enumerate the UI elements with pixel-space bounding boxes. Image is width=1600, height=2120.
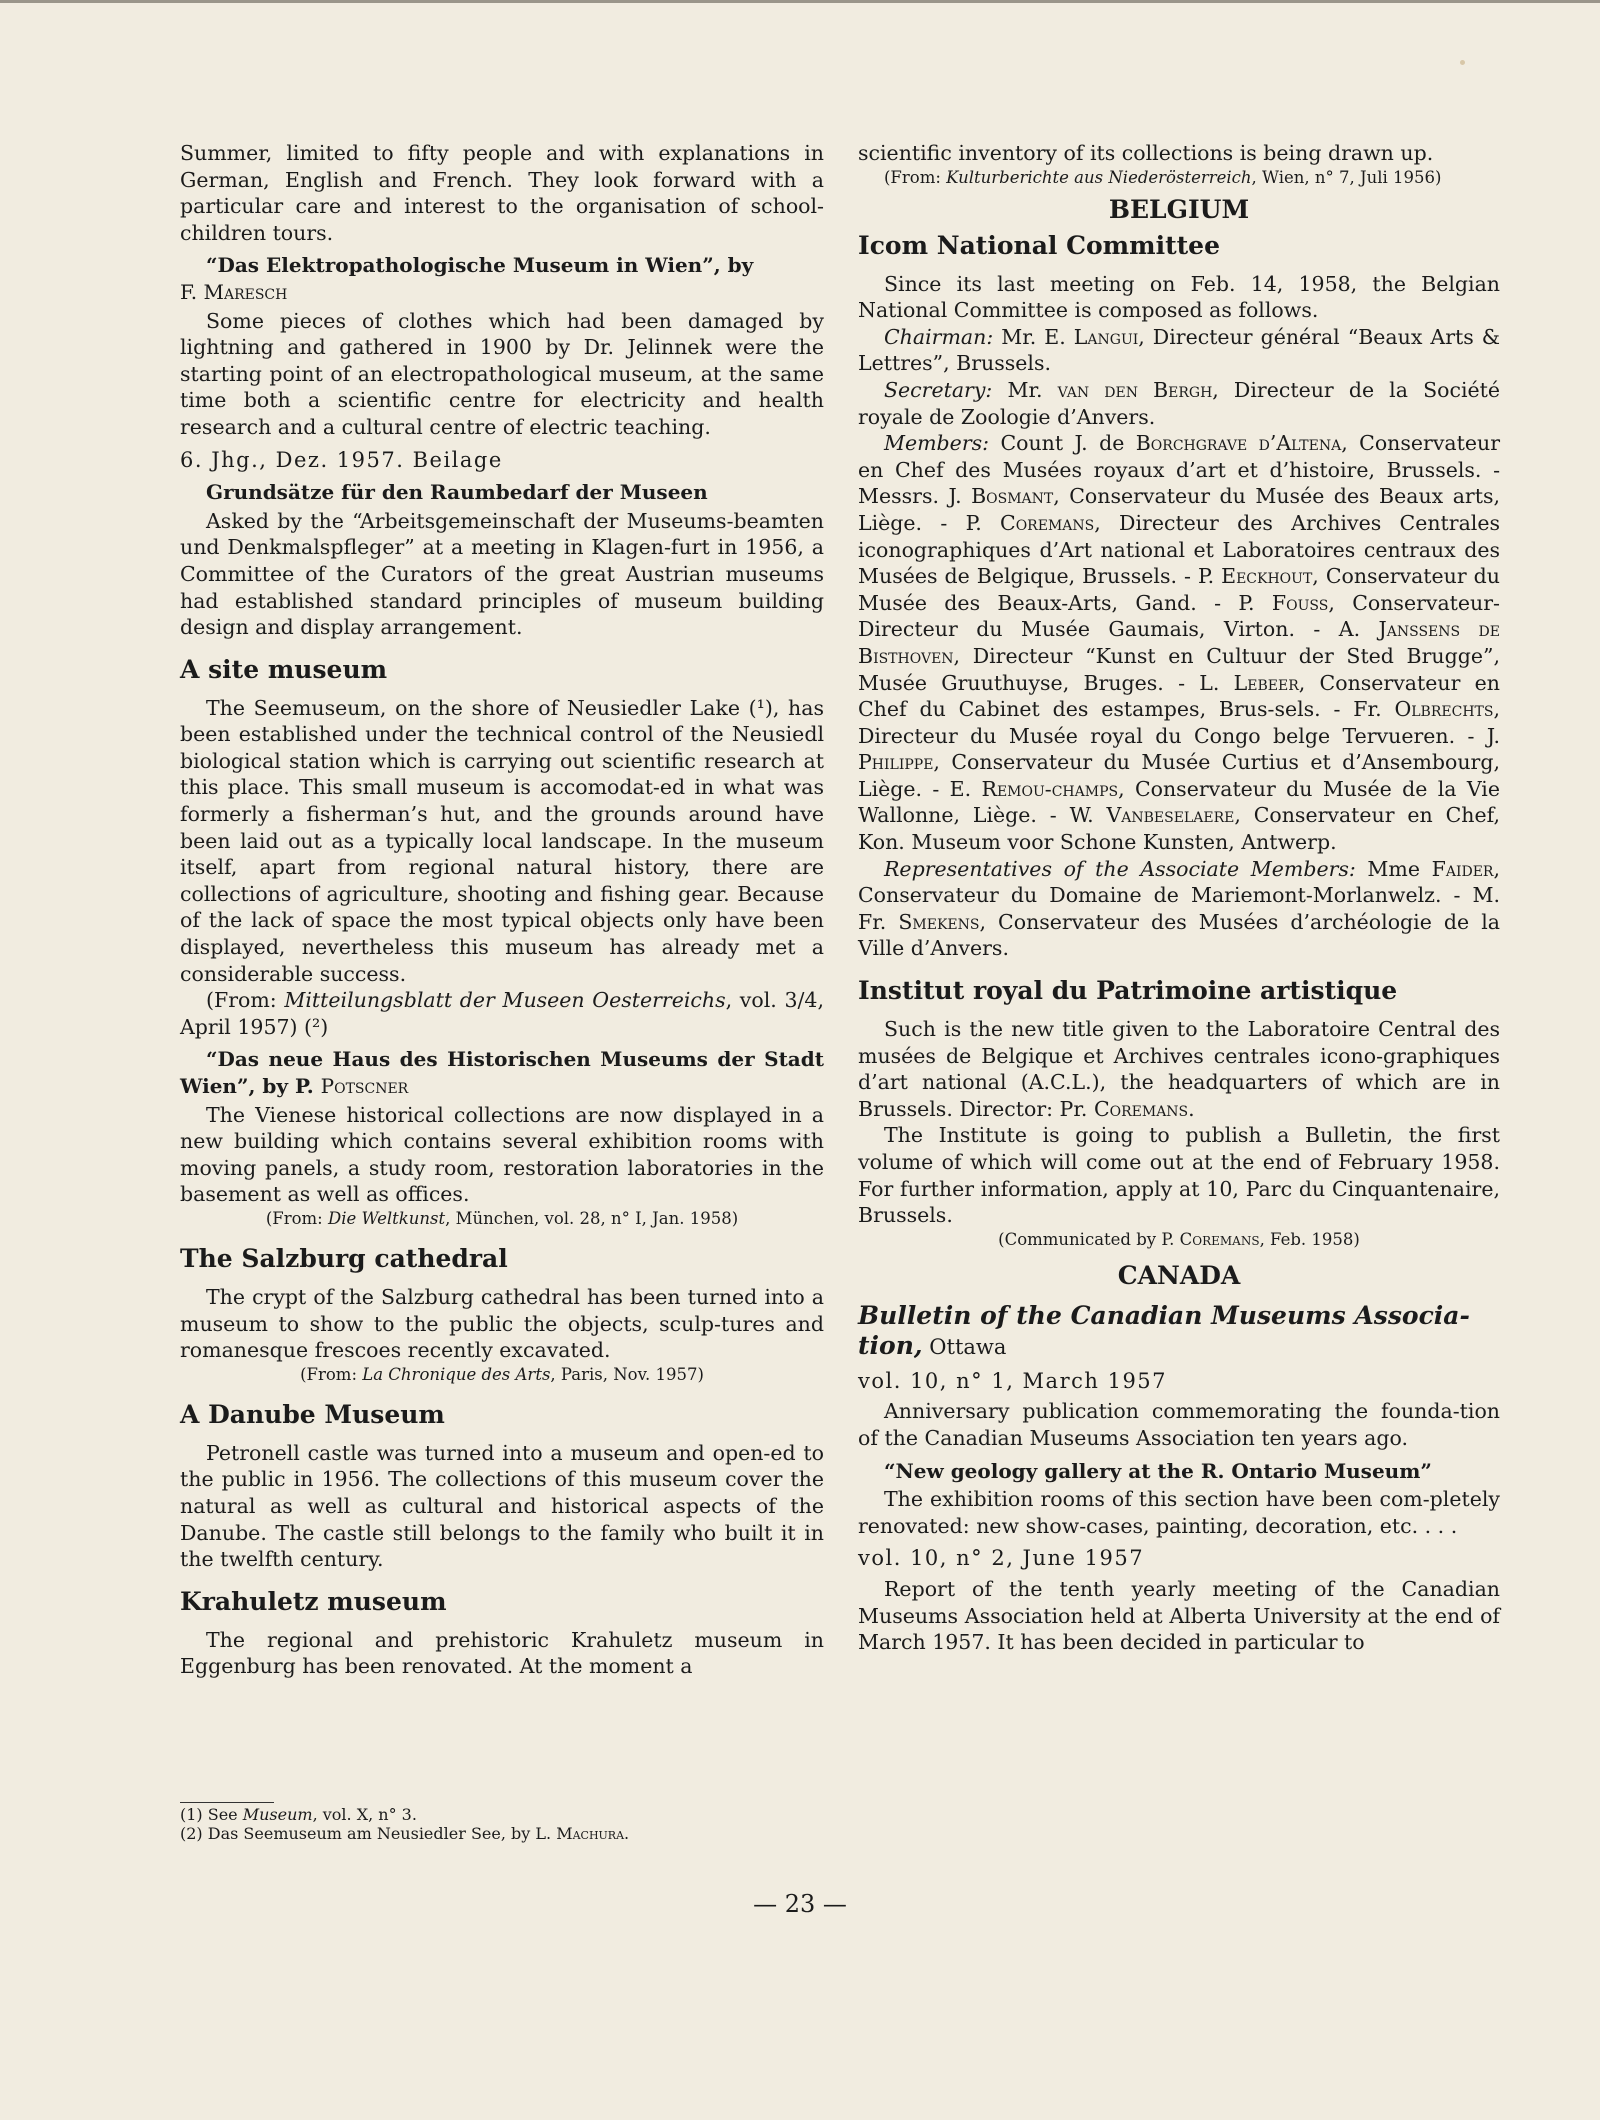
right-column — [858, 140, 1500, 1656]
chairman-entry: Chairman: Mr. E. Langui, Directeur général “Beaux Arts & Lettres”, Brussels. — [858, 324, 1500, 376]
paragraph: Such is the new title given to the Laboratoire Central des musées de Belgique et Archives centrales icono-graphiques d’art national (A.C.L.), the headquarters of which are in Brussels. Director: Pr. Coremans. — [858, 1017, 1500, 1121]
paragraph: Since its last meeting on Feb. 14, 1958, the Belgian National Committee is composed as follows. — [858, 271, 1500, 323]
issue-heading: vol. 10, n° 2, June 1957 — [858, 1546, 1145, 1571]
source-citation: (From: Mitteilungsblatt der Museen Oesterreichs, vol. 3/4, April 1957) (²) — [180, 988, 824, 1039]
paragraph: The Vienese historical collections are now displayed in a new building which contains several exhibition rooms with moving panels, a study room, restoration laboratories in the basement as well as offices. — [180, 1102, 824, 1207]
article-title: “Das Elektropathologische Museum in Wien”, by F. Maresch — [180, 253, 754, 304]
source-citation: (From: Die Weltkunst, München, vol. 28, n° I, Jan. 1958) — [265, 1208, 739, 1228]
footnote-2: (2) Das Seemuseum am Neusiedler See, by L. Machura. — [180, 1824, 630, 1843]
page-number: — 23 — — [753, 1890, 847, 1918]
section-heading-krahuletz: Krahuletz museum — [180, 1586, 447, 1616]
article-title: “Das neue Haus des Historischen Museums der Stadt Wien”, by P. Potscner — [180, 1047, 824, 1098]
section-heading-danube: A Danube Museum — [180, 1399, 445, 1429]
secretary-entry: Secretary: Mr. van den Bergh, Directeur de la Société royale de Zoologie d’Anvers. — [858, 377, 1500, 429]
country-heading-belgium: BELGIUM — [1108, 194, 1250, 224]
paragraph: scientific inventory of its collections is being drawn up. — [858, 141, 1434, 165]
section-heading-institut: Institut royal du Patrimoine artistique — [858, 976, 1398, 1006]
left-column — [180, 140, 824, 1680]
issue-heading: 6. Jhg., Dez. 1957. Beilage — [180, 447, 503, 472]
paper-speck — [1460, 60, 1465, 65]
associate-members-entry: Representatives of the Associate Members: Mme Faider, Conservateur du Domaine de Mariemont-Morlanwelz. - M. Fr. Smekens, Conservateur des Musées d’archéologie de la Ville d’Anvers. — [858, 856, 1500, 961]
paragraph: Report of the tenth yearly meeting of the Canadian Museums Association held at Alberta University at the end of March 1957. It has been decided in particular to — [858, 1576, 1500, 1655]
issue-heading: vol. 10, n° 1, March 1957 — [858, 1368, 1168, 1393]
paragraph: The crypt of the Salzburg cathedral has been turned into a museum to show to the public the objects, sculp-tures and romanesque frescoes recently excavated. — [180, 1284, 824, 1363]
paragraph: The exhibition rooms of this section have been com-pletely renovated: new show-cases, painting, decoration, etc. . . . — [858, 1487, 1500, 1538]
source-citation: (From: La Chronique des Arts, Paris, Nov. 1957) — [300, 1364, 704, 1384]
paragraph: Some pieces of clothes which had been damaged by lightning and gathered in 1900 by Dr. Jelinnek were the starting point of an electropathological museum, at the same time both a scientific centre for electricity and health research and a cultural centre of electric teaching. — [180, 308, 824, 439]
paragraph: Summer, limited to fifty people and with explanations in German, English and French. They look forward with a particular care and interest to the organisation of school-children tours. — [180, 141, 824, 245]
page-top-edge — [0, 0, 1600, 3]
paragraph: Petronell castle was turned into a museum and open-ed to the public in 1956. The collections of this museum cover the natural as well as cultural and historical aspects of the Danube. The castle still belongs to the family who built it in the twelfth century. — [180, 1440, 824, 1572]
country-heading-canada: CANADA — [1117, 1260, 1241, 1290]
source-citation: (From: Kulturberichte aus Niederösterreich, Wien, n° 7, Juli 1956) — [884, 167, 1442, 187]
paragraph: The regional and prehistoric Krahuletz museum in Eggenburg has been renovated. At the moment a — [180, 1627, 824, 1679]
footnotes — [180, 1802, 824, 1843]
source-citation: (Communicated by P. Coremans, Feb. 1958) — [998, 1229, 1360, 1249]
footnote-rule — [180, 1802, 274, 1803]
article-title: Grundsätze für den Raumbedarf der Museen — [206, 480, 708, 505]
journal-title: Bulletin of the Canadian Museums Associa-tion, Ottawa — [858, 1300, 1470, 1360]
paragraph: The Institute is going to publish a Bulletin, the first volume of which will come out at the end of February 1958. For further information, apply at 10, Parc du Cinquantenaire, Brussels. — [858, 1123, 1500, 1228]
section-heading-site-museum: A site museum — [180, 654, 388, 684]
footnote-1: (1) See Museum, vol. X, n° 3. — [180, 1805, 417, 1824]
paragraph: Asked by the “Arbeitsgemeinschaft der Museums-beamten und Denkmalspfleger” at a meeting in Klagen-furt in 1956, a Committee of the Curators of the great Austrian museums had established standard principles of museum building design and display arrangement. — [180, 508, 824, 640]
article-title: “New geology gallery at the R. Ontario Museum” — [884, 1458, 1432, 1483]
members-entry: Members: Count J. de Borchgrave d’Altena, Conservateur en Chef des Musées royaux d’art et d’histoire, Brussels. - Messrs. J. Bosmant, Conservateur du Musée des Beaux arts, Liège. - P. Coremans, Directeur des Archives Centrales iconographiques d’Art national et Laboratoires centraux des Musées de Belgique, Brussels. - P. Eeckhout, Conservateur du Musée des Beaux-Arts, Gand. - P. Fouss, Conservateur-Directeur du Musée Gaumais, Virton. - A. Janssens de Bisthoven, Directeur “Kunst en Cultuur der Sted Brugge”, Musée Gruuthuyse, Bruges. - L. Lebeer, Conservateur en Chef du Cabinet des estampes, Brus-sels. - Fr. Olbrechts, Directeur du Musée royal du Congo belge Tervueren. - J. Philippe, Conservateur du Musée Curtius et d’Ansembourg, Liège. - E. Remou-champs, Conservateur du Musée de la Vie Wallonne, Liège. - W. Vanbeselaere, Conservateur en Chef, Kon. Museum voor Schone Kunsten, Antwerp. — [858, 431, 1501, 855]
paragraph: Anniversary publication commemorating the founda-tion of the Canadian Museums Association ten years ago. — [858, 1399, 1500, 1450]
section-heading-icom: Icom National Committee — [858, 230, 1220, 260]
section-heading-salzburg: The Salzburg cathedral — [180, 1243, 508, 1273]
paragraph: The Seemuseum, on the shore of Neusiedler Lake (¹), has been established under the technical control of the Neusiedl biological station which is carrying out scientific research at this place. This small museum is accomodat-ed in what was formerly a fisherman’s hut, and the grounds around have been laid out as a typically local landscape. In the museum itself, apart from regional natural history, there are collections of agriculture, shooting and fishing gear. Because of the lack of space the most typical objects only have been displayed, nevertheless this museum has already met a considerable success. — [180, 695, 824, 986]
